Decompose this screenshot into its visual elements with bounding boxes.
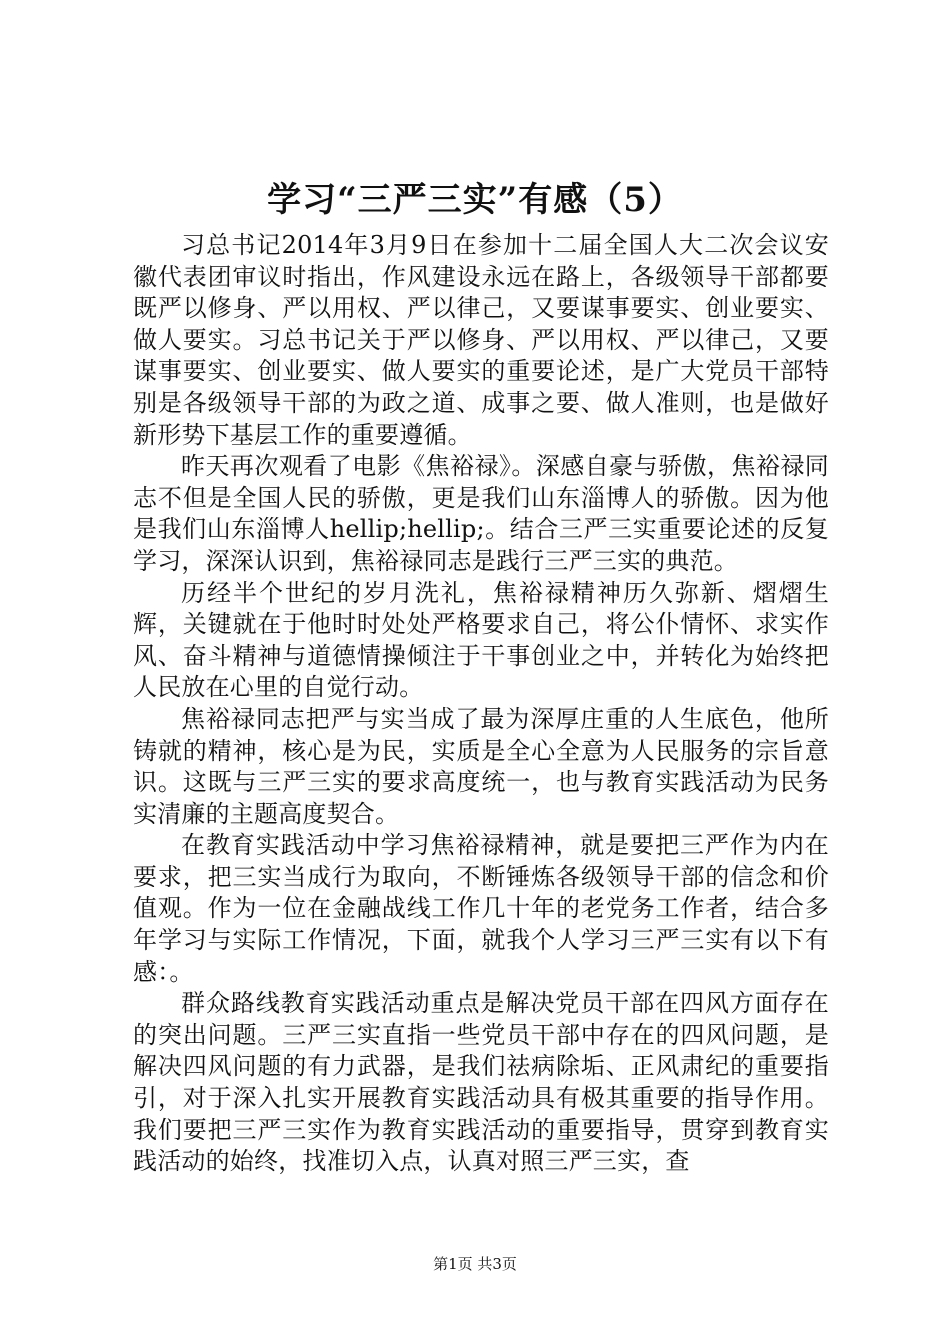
document-title: 学习“三严三实”有感（5）	[267, 180, 683, 220]
paragraph: 群众路线教育实践活动重点是解决党员干部在四风方面存在的突出问题。三严三实直指一些党员干部中存在的四风问题，是解决四风问题的有力武器，是我们祛病除垢、正风肃纪的重要指引，对于深入扎实开展教育实践活动具有极其重要的指导作用。我们要把三严三实作为教育实践活动的重要指导，贯穿到教育实践活动的始终，找准切入点，认真对照三严三实，查	[133, 989, 829, 1176]
document-body	[133, 230, 829, 1178]
paragraph: 昨天再次观看了电影《焦裕禄》。深感自豪与骄傲，焦裕禄同志不但是全国人民的骄傲，更是我们山东淄博人的骄傲。因为他是我们山东淄博人hellip;hellip;。结合三严三实重要论述的反复学习，深深认识到，焦裕禄同志是践行三严三实的典范。	[133, 452, 829, 575]
paragraph: 在教育实践活动中学习焦裕禄精神，就是要把三严作为内在要求，把三实当成行为取向，不断锤炼各级领导干部的信念和价值观。作为一位在金融战线工作几十年的老党务工作者，结合多年学习与实际工作情况，下面，就我个人学习三严三实有以下有感：。	[133, 831, 829, 986]
paragraph: 焦裕禄同志把严与实当成了最为深厚庄重的人生底色，他所铸就的精神，核心是为民，实质是全心全意为人民服务的宗旨意识。这既与三严三实的要求高度统一，也与教育实践活动为民务实清廉的主题高度契合。	[133, 704, 829, 828]
page-number-footer: 第1页 共3页	[433, 1255, 517, 1273]
paragraph: 历经半个世纪的岁月洗礼，焦裕禄精神历久弥新、熠熠生辉，关键就在于他时时处处严格要求自己，将公仆情怀、求实作风、奋斗精神与道德情操倾注于干事创业之中，并转化为始终把人民放在心里的自觉行动。	[133, 578, 829, 702]
paragraph: 习总书记2014年3月9日在参加十二届全国人大二次会议安徽代表团审议时指出，作风建设永远在路上，各级领导干部都要既严以修身、严以用权、严以律己，又要谋事要实、创业要实、做人要实。习总书记关于严以修身、严以用权、严以律己，又要谋事要实、创业要实、做人要实的重要论述，是广大党员干部特别是各级领导干部的为政之道、成事之要、做人准则，也是做好新形势下基层工作的重要遵循。	[133, 231, 829, 449]
